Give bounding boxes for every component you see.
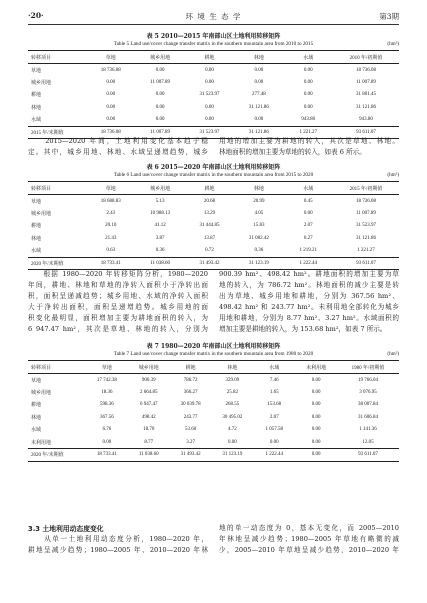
table-cell: 0.00	[205, 104, 214, 110]
row-label: 耕地	[31, 93, 42, 99]
table-cell: 0.00	[254, 117, 264, 122]
table-cell: 2.43	[106, 210, 116, 216]
table5-col-header: 2010 年/初期值	[349, 55, 383, 61]
table-cell: 11 007.89	[150, 79, 170, 85]
table-row	[28, 449, 399, 462]
text-line: 积变化最明显，面积增加主要为耕地面积的转入，为	[28, 314, 208, 322]
table6-col-header: 城乡用地	[150, 186, 171, 192]
table-cell: 4.72	[228, 427, 237, 433]
row-label: 草地	[31, 378, 42, 384]
table6-caption-en	[28, 172, 399, 178]
table-cell: 6.76	[102, 427, 112, 433]
para1-right	[219, 136, 399, 158]
table-cell: 13.87	[203, 235, 216, 241]
text-line: 耕地呈减少趋势；1980—2005 年、2010—2020 年林	[28, 546, 208, 554]
table-cell: 0.00	[155, 67, 165, 73]
table-cell: 1 221.27	[357, 248, 375, 253]
table-row	[28, 257, 399, 270]
table-cell: 31 121.86	[248, 129, 269, 135]
table-cell: 0.00	[106, 79, 116, 85]
table-cell: 31 123.19	[222, 452, 243, 458]
table-cell: 0.00	[155, 104, 165, 110]
running-header	[28, 11, 399, 25]
row-label: 林地	[31, 415, 42, 421]
table-cell: 11 038.60	[138, 452, 159, 458]
table-cell: 20.99	[253, 198, 265, 204]
table-cell: 277.48	[251, 92, 266, 98]
table-cell: 10 988.13	[150, 210, 171, 216]
table-cell: 786.72	[183, 377, 198, 383]
table-cell: 0.00	[205, 67, 214, 73]
table-cell: 31 801.45	[356, 92, 376, 98]
table-cell: 31 523.97	[356, 223, 376, 229]
table7-col-header: 1980 年/初期值	[351, 365, 385, 371]
table7-caption-en	[28, 351, 399, 357]
section-heading: 3.3 土地利用动态度变化	[28, 525, 104, 533]
table-cell: 0.72	[205, 248, 214, 253]
table-cell: 2.07	[269, 414, 279, 420]
text-line: 积，面积呈递减趋势；城乡用地、水域的净转入面积	[28, 292, 208, 300]
table5-col-header: 城乡用地	[150, 55, 171, 61]
table-row	[28, 64, 399, 77]
table-row	[28, 399, 399, 412]
table5-col-header: 草地	[105, 55, 116, 61]
row-label: 水域	[31, 428, 42, 434]
table6-col-header: 2015 年/初期值	[349, 186, 383, 192]
table-cell: 0.00	[311, 402, 321, 408]
table5-caption-en	[28, 41, 399, 47]
table5-header-row	[28, 51, 399, 64]
table-cell: 18 688.83	[100, 198, 121, 204]
table-row	[28, 89, 399, 102]
table-cell: 31 493.42	[199, 260, 220, 266]
table-cell: 18 733.41	[96, 452, 117, 458]
table-cell: 0.00	[311, 427, 321, 433]
table5-col-header: 转移项目	[31, 55, 52, 61]
table-cell: 0.45	[303, 198, 313, 204]
table-cell: 0.00	[254, 67, 264, 73]
table-cell: 31 444.85	[199, 223, 220, 229]
table7	[28, 360, 399, 462]
table-cell: 93 611.07	[356, 260, 376, 266]
table-cell: 0.00	[155, 117, 165, 122]
table-cell: 11 007.89	[150, 129, 170, 135]
table-cell: 943.80	[301, 117, 316, 122]
table-cell: 13.29	[203, 210, 216, 216]
table-cell: 30 039.78	[180, 402, 201, 408]
table-cell: 8.77	[144, 439, 154, 445]
row-label: 2015 年/末期值	[31, 130, 64, 136]
table-cell: 900.39	[141, 377, 156, 383]
table-cell: 18.70	[143, 427, 155, 433]
table-cell: 17 742.38	[96, 377, 117, 383]
table7-col-header: 林地	[227, 365, 238, 371]
table-cell: 0.00	[254, 79, 264, 85]
table6	[28, 181, 399, 270]
table-cell: 18 736.08	[356, 67, 376, 73]
table-cell: 0.00	[205, 117, 214, 122]
table5-caption-cn: 表 5 2010—2015 年南部山区土地利用转移矩阵	[146, 33, 281, 40]
table-cell: 18.36	[101, 389, 113, 395]
issue-number: 第3期	[379, 12, 399, 21]
text-line: 从单一土地利用动态度分析，1980—2020 年，	[28, 535, 208, 543]
table-cell: 0.36	[254, 248, 264, 253]
row-label: 草地	[31, 199, 42, 205]
row-label: 城乡用地	[31, 211, 52, 217]
table-cell: 41.12	[154, 223, 166, 229]
table-cell: 598.36	[100, 402, 114, 408]
table7-col-header: 转移项目	[31, 365, 52, 371]
table-cell: 31 121.86	[356, 104, 376, 110]
table-cell: 1.65	[269, 389, 279, 395]
table-cell: 0.00	[205, 79, 214, 85]
table-cell: 3.27	[186, 439, 195, 445]
text-line: 年间，耕地、林地和草地的净转入面积小于净转出面	[28, 281, 208, 289]
table-cell: 31 121.86	[356, 235, 376, 241]
table-cell: 0.00	[106, 92, 116, 98]
table-row	[28, 76, 399, 89]
header-rule	[28, 24, 399, 25]
table-cell: 31 523.97	[199, 92, 220, 98]
table-cell: 498.42	[141, 414, 156, 420]
table-cell: 12.05	[362, 439, 374, 445]
text-line: 年林地呈减少趋势；1980—2005 年草地有略微的减	[219, 535, 399, 543]
text-line: 地的转入，为 786.72 hm²。林地面积的减少主要是转	[219, 281, 399, 289]
table6-col-header: 耕地	[204, 186, 215, 192]
row-label: 草地	[31, 68, 42, 74]
table-cell: 0.00	[303, 104, 313, 110]
row-label: 2020 年/末期值	[31, 453, 64, 459]
table7-col-header: 未利用地	[306, 365, 327, 371]
table-cell: 3.87	[155, 235, 165, 241]
table-row	[28, 195, 399, 208]
page-number: ·20·	[28, 11, 44, 20]
table-row	[28, 232, 399, 245]
table6-unit: (hm²)	[387, 172, 399, 178]
para2-left	[28, 269, 208, 335]
text-line: 大于净转出面积，面积呈递增趋势。城乡用地的面	[28, 303, 208, 311]
text-line: 定。其中，城乡用地、林地、水域呈递增趋势，城乡	[28, 148, 208, 156]
row-label: 城乡用地	[31, 390, 52, 396]
table7-col-header: 城乡用地	[138, 365, 159, 371]
table-cell: 329.09	[225, 377, 240, 383]
table-cell: 1 219.21	[299, 248, 318, 253]
table-cell: 15.83	[253, 223, 265, 229]
table-cell: 0.00	[303, 92, 313, 98]
table-cell: 31 121.86	[248, 104, 269, 110]
text-line: 林地面积的增加主要为草地的转入，如表 6 所示。	[219, 148, 366, 156]
table-cell: 0.00	[303, 210, 313, 216]
row-label: 水域	[31, 118, 42, 123]
table-cell: 18 736.08	[100, 67, 121, 73]
table-cell: 31 493.42	[180, 452, 201, 458]
table-cell: 268.55	[225, 402, 240, 408]
table-cell: 243.77	[183, 414, 198, 420]
table6-caption-en-text: Table 6 Land use/cover change transfer matrix in the southern mountain area from 2015 to 2020	[113, 172, 314, 178]
para3-left	[28, 534, 208, 556]
table7-header-row	[28, 361, 399, 374]
text-line: 根据 1980—2020 年转移矩阵分析，1980—2020	[28, 270, 208, 278]
journal-title: 环 境 生 态 学	[185, 12, 242, 21]
table-cell: 2 664.85	[139, 389, 158, 395]
table-cell: 11 007.89	[356, 79, 376, 85]
table-row	[28, 114, 399, 127]
table-cell: 0.63	[106, 248, 116, 253]
table-cell: 1 057.58	[265, 427, 283, 433]
row-label: 林地	[31, 105, 42, 111]
table-cell: 31 606.84	[358, 414, 378, 420]
text-line: 900.39 hm²、498.42 hm²。耕地面积的增加主要为草	[219, 270, 399, 278]
text-line: 用地的增加主要为耕地的转入，其次是草地、林地。	[219, 137, 399, 145]
para2-right	[219, 269, 399, 335]
table-cell: 0.00	[106, 117, 116, 122]
table6-caption-cn: 表 6 2015—2020 年南部山区土地利用转移矩阵	[146, 164, 281, 171]
row-label: 耕地	[31, 224, 42, 230]
table-cell: 31 123.19	[248, 260, 269, 266]
table-row	[28, 220, 399, 233]
table-cell: 11 007.89	[356, 210, 376, 216]
table-cell: 6 947.47	[139, 402, 158, 408]
table5-caption-en-text: Table 5 Land use/cover change transfer matrix in the southern mountain area from 2010 to 2015	[113, 41, 314, 47]
table-cell: 0.00	[106, 104, 116, 110]
table-row	[28, 424, 399, 437]
table7-col-header: 草地	[101, 365, 112, 371]
text-line: 6 947.47 hm²，其次是草地、林地的转入，分别为	[28, 325, 208, 333]
table-cell: 366.27	[183, 389, 198, 395]
table-cell: 93 611.07	[356, 129, 376, 135]
text-line: 2015—2020 年间，土地利用变化基本趋于稳	[28, 137, 208, 145]
table-cell: 11 038.60	[150, 260, 170, 266]
table6-header-row	[28, 182, 399, 195]
table-cell: 0.00	[269, 439, 279, 445]
row-label: 水域	[31, 249, 42, 254]
table-cell: 25.82	[226, 389, 239, 395]
table-cell: 1 222.44	[299, 260, 318, 266]
text-line: 少，2005—2010 年草地呈减少趋势，2010—2020 年	[219, 546, 399, 554]
table-cell: 3 076.95	[359, 389, 377, 395]
para1-left	[28, 136, 208, 158]
table-cell: 18 736.08	[100, 129, 121, 135]
table-cell: 1 141.36	[359, 427, 377, 433]
table-cell: 0.00	[303, 79, 313, 85]
table-row	[28, 386, 399, 399]
table-cell: 31 082.42	[248, 235, 269, 241]
table-row	[28, 374, 399, 387]
table-cell: 7.46	[269, 377, 279, 383]
table7-caption-en-text: Table 7 Land use/cover change transfer matrix in the southern mountain area from 1980 to 2020	[113, 351, 314, 357]
table7-col-header: 耕地	[185, 365, 196, 371]
table-cell: 0.00	[303, 67, 313, 73]
table-cell: 19 766.04	[358, 377, 378, 383]
table-cell: 18 733.41	[100, 260, 121, 266]
table-cell: 0.00	[311, 389, 321, 395]
table-cell: 1 221.27	[299, 129, 318, 135]
table-cell: 0.00	[228, 439, 237, 445]
table5-col-header: 水域	[303, 55, 314, 61]
table7-unit: (hm²)	[387, 351, 399, 357]
table5-unit: (hm²)	[387, 41, 399, 47]
table-cell: 0.36	[155, 248, 165, 253]
text-line: 用地和耕地，分别为 8.77 hm²、3.27 hm²。水域面积的	[219, 314, 399, 322]
table-cell: 367.56	[100, 414, 114, 420]
row-label: 林地	[31, 236, 42, 242]
table-cell: 93 611.07	[358, 452, 378, 458]
table-cell: 31 523.97	[199, 129, 220, 135]
table-row	[28, 245, 399, 258]
text-line: 出为草地、城乡用地和耕地，分别为 367.56 hm²、	[219, 292, 399, 300]
table-row	[28, 436, 399, 449]
table6-col-header: 转移项目	[31, 186, 52, 192]
table-cell: 0.00	[311, 452, 321, 458]
table-cell: 0.00	[311, 377, 321, 383]
text-line: 地的单一动态度为 0，基本无变化，而 2005—2010	[219, 524, 399, 532]
table-cell: 53.60	[184, 427, 197, 433]
text-line: 增加主要是耕地的转入，为 153.68 hm²，如表 7 所示。	[219, 325, 387, 333]
table-cell: 943.80	[359, 117, 373, 122]
table5-col-header: 耕地	[204, 55, 215, 61]
table6-col-header: 草地	[105, 186, 116, 192]
table-cell: 20.10	[105, 223, 117, 229]
table-cell: 21.43	[105, 235, 117, 241]
para3-right	[219, 523, 399, 556]
table5	[28, 50, 399, 139]
table-cell: 153.68	[267, 402, 282, 408]
table-row	[28, 207, 399, 220]
table-cell: 30 495.02	[222, 414, 243, 420]
table-cell: 0.00	[102, 439, 112, 445]
table-cell: 0.00	[311, 414, 321, 420]
row-label: 耕地	[31, 403, 42, 409]
table-cell: 2.07	[303, 223, 313, 229]
table6-col-header: 水域	[303, 186, 314, 192]
table5-col-header: 林地	[253, 55, 264, 61]
table7-caption-cn: 表 7 1980—2020 年南部山区土地利用转移矩阵	[146, 343, 281, 350]
table-cell: 5.13	[155, 198, 165, 204]
table-cell: 20.68	[203, 198, 216, 204]
table-row	[28, 411, 399, 424]
table6-col-header: 林地	[253, 186, 264, 192]
row-label: 2020 年/末期值	[31, 261, 64, 267]
table7-col-header: 水域	[269, 365, 280, 371]
table-cell: 18 736.08	[356, 198, 376, 204]
table-cell: 0.27	[303, 235, 313, 241]
row-label: 未利用地	[31, 440, 52, 446]
table-cell: 0.00	[311, 439, 321, 445]
table-row	[28, 101, 399, 114]
table-cell: 4.05	[254, 210, 264, 216]
row-label: 城乡用地	[31, 80, 52, 86]
text-line: 498.42 hm² 和 243.77 hm²。未利用地全部转化为城乡	[219, 303, 399, 311]
table-cell: 1 222.44	[265, 452, 283, 458]
table-cell: 0.00	[155, 92, 165, 98]
table-cell: 38 007.84	[358, 402, 378, 408]
